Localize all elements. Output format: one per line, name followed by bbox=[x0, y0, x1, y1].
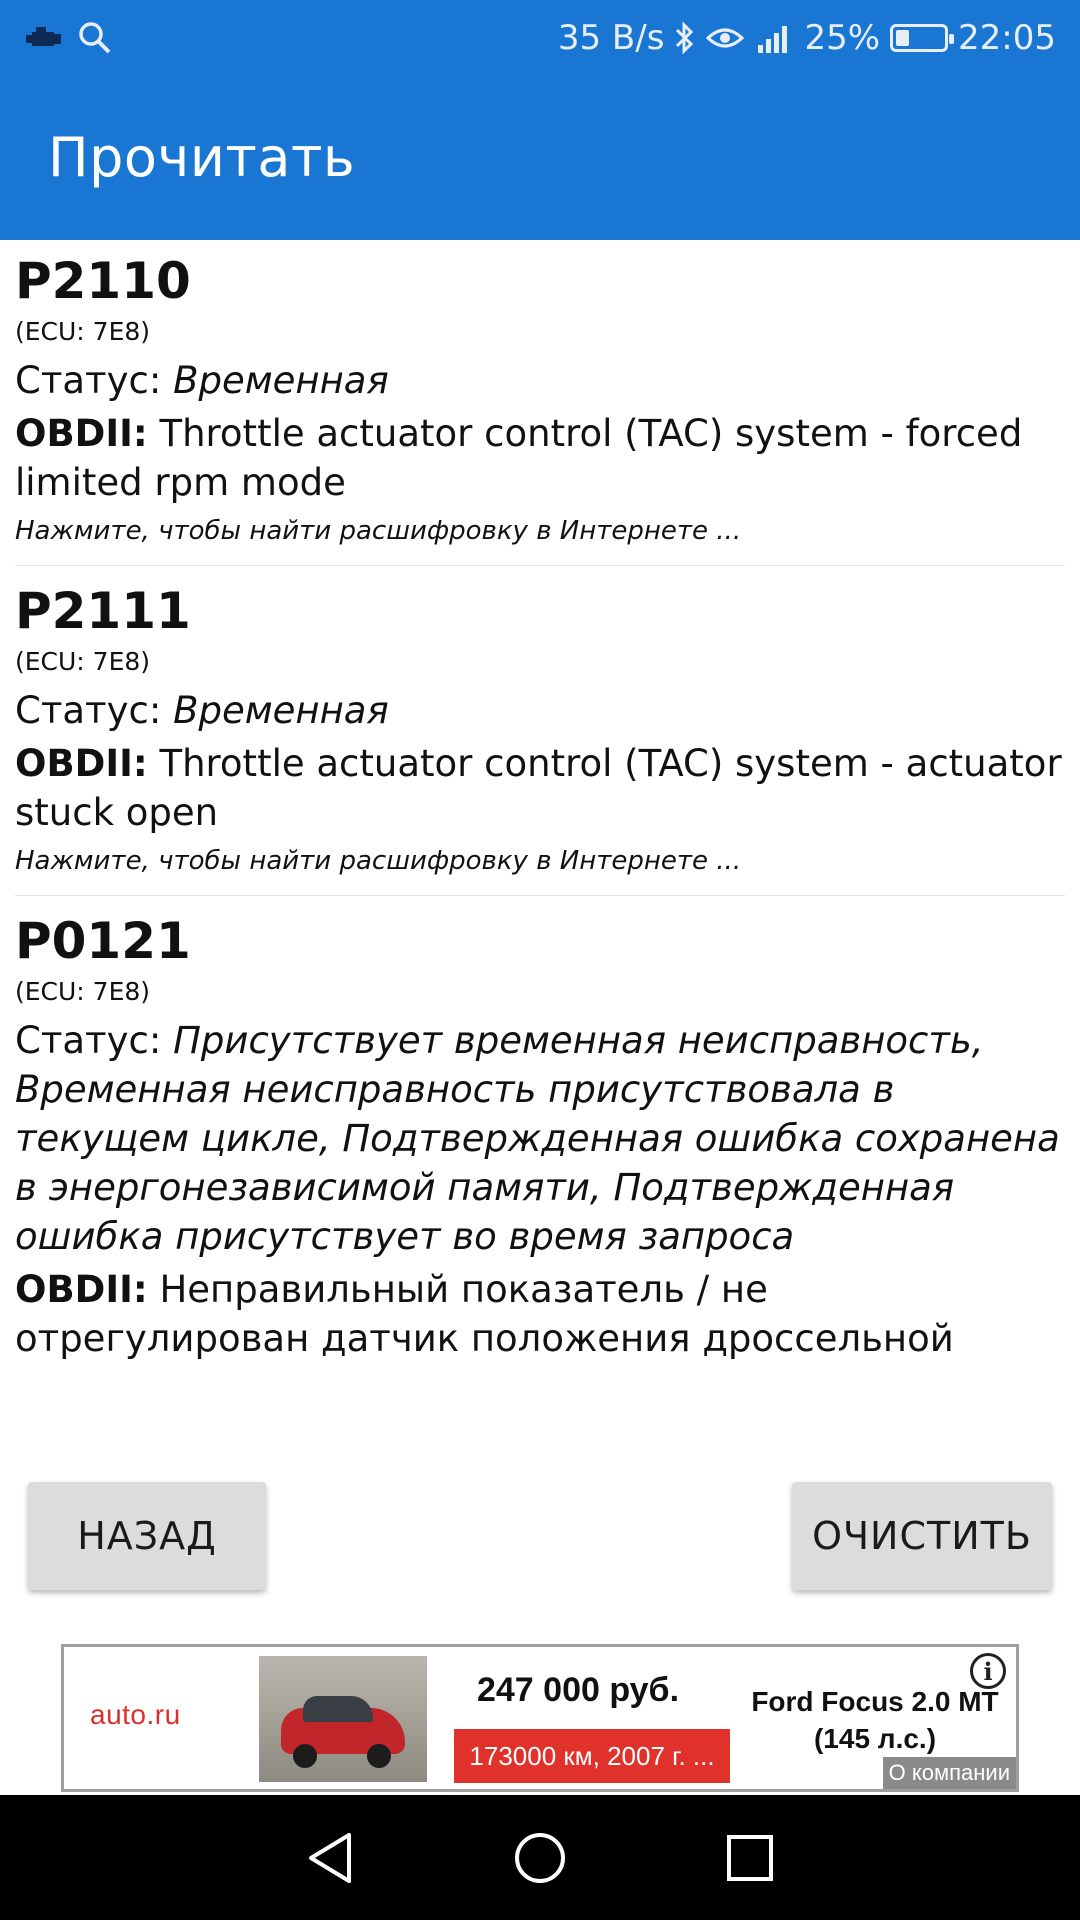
dtc-search-link[interactable]: Нажмите, чтобы найти расшифровку в Интернете ... bbox=[15, 516, 742, 546]
battery-icon bbox=[890, 24, 948, 52]
ad-company-link[interactable]: О компании bbox=[883, 1757, 1016, 1789]
car-wheel bbox=[367, 1744, 391, 1768]
back-icon[interactable] bbox=[295, 1823, 365, 1893]
status-left bbox=[24, 21, 112, 55]
dtc-list bbox=[15, 244, 1065, 1385]
dtc-ecu: (ECU: 7E8) bbox=[15, 977, 151, 1006]
back-button[interactable]: НАЗАД bbox=[28, 1482, 266, 1590]
status-bar bbox=[0, 0, 1080, 76]
search-icon bbox=[78, 21, 112, 55]
dtc-desc-label: OBDII: bbox=[15, 742, 148, 785]
dtc-search-link[interactable]: Нажмите, чтобы найти расшифровку в Интернете ... bbox=[15, 846, 742, 876]
dtc-item[interactable] bbox=[15, 574, 1065, 896]
dtc-desc-label: OBDII: bbox=[15, 1268, 148, 1311]
ad-price: 247 000 руб. bbox=[476, 1671, 680, 1709]
battery-percent: 25% bbox=[804, 18, 881, 58]
dtc-description bbox=[15, 739, 1065, 837]
dtc-status-value: Временная bbox=[173, 359, 389, 402]
network-speed: 35 B/s bbox=[557, 18, 665, 58]
dtc-desc-label: OBDII: bbox=[15, 412, 148, 455]
recents-icon[interactable] bbox=[715, 1823, 785, 1893]
dtc-code: P0121 bbox=[15, 912, 191, 970]
dtc-desc-text: Throttle actuator control (TAC) system - actuator stuck open bbox=[15, 742, 1062, 834]
dtc-status bbox=[15, 356, 1065, 405]
dtc-ecu: (ECU: 7E8) bbox=[15, 317, 151, 346]
dtc-status bbox=[15, 1016, 1065, 1261]
info-icon[interactable]: i bbox=[970, 1653, 1006, 1689]
nav-bar bbox=[0, 1795, 1080, 1920]
car-window bbox=[303, 1696, 373, 1722]
dtc-description bbox=[15, 1265, 1065, 1363]
dtc-description bbox=[15, 409, 1065, 507]
ad-banner[interactable] bbox=[61, 1644, 1019, 1792]
ad-tag: 173000 км, 2007 г. ... bbox=[454, 1729, 730, 1783]
ad-car-photo bbox=[259, 1656, 427, 1782]
car-engine-icon bbox=[24, 24, 64, 52]
dtc-desc-text: Throttle actuator control (TAC) system - forced limited rpm mode bbox=[15, 412, 1023, 504]
battery-level bbox=[896, 30, 909, 46]
dtc-item[interactable] bbox=[15, 244, 1065, 566]
bluetooth-icon bbox=[674, 21, 696, 55]
car-wheel bbox=[293, 1744, 317, 1768]
ad-brand-logo: auto.ru bbox=[90, 1699, 181, 1730]
app-bar bbox=[0, 76, 1080, 240]
dtc-status-label: Статус: bbox=[15, 689, 162, 732]
dtc-code: P2110 bbox=[15, 252, 191, 310]
eye-icon bbox=[706, 24, 744, 52]
status-right bbox=[558, 18, 1056, 58]
home-icon[interactable] bbox=[505, 1823, 575, 1893]
dtc-code: P2111 bbox=[15, 582, 191, 640]
dtc-status-label: Статус: bbox=[15, 1019, 162, 1062]
ad-model: Ford Focus 2.0 MT (145 л.с.) bbox=[751, 1686, 999, 1754]
dtc-item[interactable] bbox=[15, 904, 1065, 1377]
page-title: Прочитать bbox=[48, 126, 356, 189]
dtc-status-label: Статус: bbox=[15, 359, 162, 402]
clear-button[interactable]: ОЧИСТИТЬ bbox=[792, 1482, 1052, 1590]
dtc-status-value: Временная bbox=[173, 689, 389, 732]
dtc-desc-text: Неправильный показатель / не отрегулирован датчик положения дроссельной bbox=[15, 1268, 954, 1360]
dtc-ecu: (ECU: 7E8) bbox=[15, 647, 151, 676]
dtc-status-value: Присутствует временная неисправность, Временная неисправность присутствовала в текущем цикле, Подтвержденная ошибка сохранена в энергонезависимой памяти, Подтвержденная ошибка присутствует во время запроса bbox=[15, 1019, 1060, 1258]
clock: 22:05 bbox=[958, 18, 1056, 58]
signal-icon bbox=[754, 21, 794, 55]
dtc-status bbox=[15, 686, 1065, 735]
